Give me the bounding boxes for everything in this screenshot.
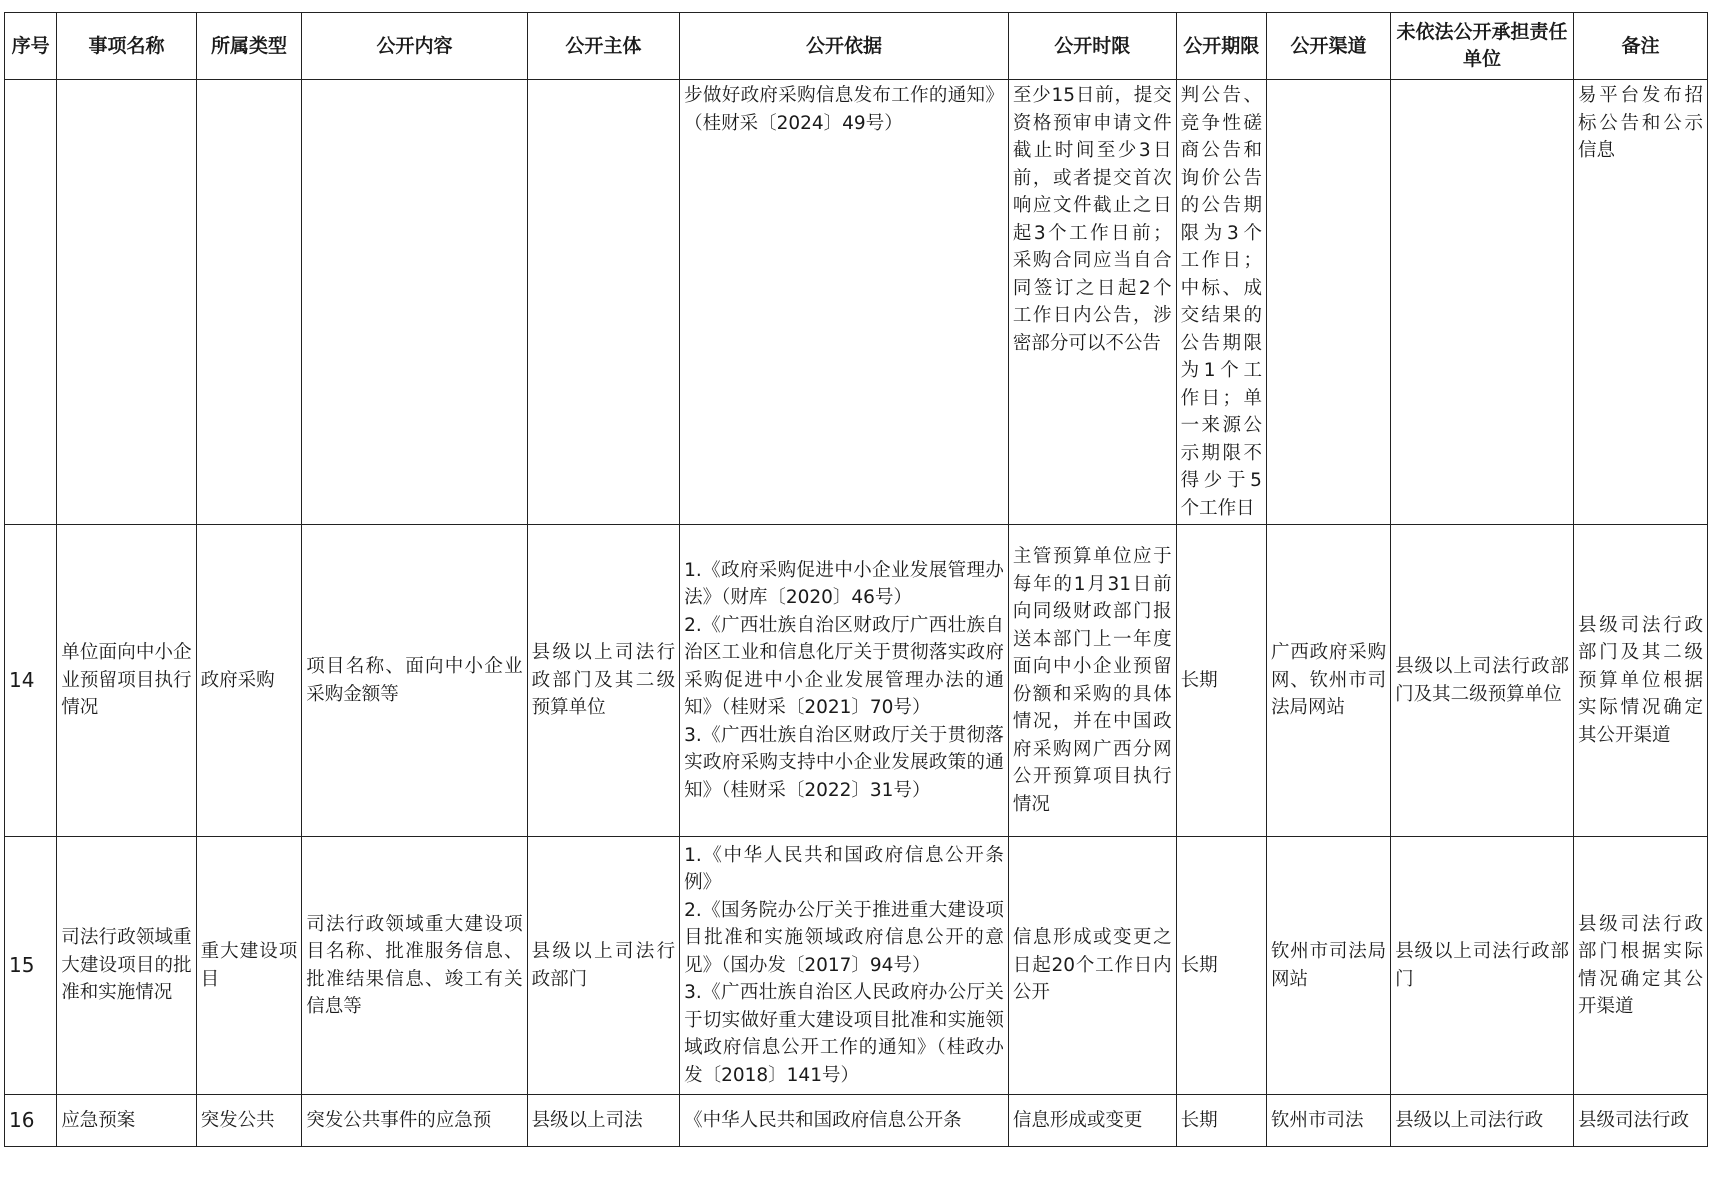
cell-content (302, 80, 527, 525)
cell-seq: 14 (5, 525, 57, 837)
cell-basis (680, 525, 1009, 837)
cell-type: 重大建设项目 (196, 837, 302, 1095)
cell-remark: 县级司法行政 (1574, 1095, 1708, 1147)
cell-content: 项目名称、面向中小企业采购金额等 (302, 525, 527, 837)
cell-seq: 15 (5, 837, 57, 1095)
basis-item-1: 1.《中华人民共和国政府信息公开条例》 (684, 844, 1004, 894)
header-remark: 备注 (1574, 13, 1708, 80)
cell-seq: 16 (5, 1095, 57, 1147)
cell-period: 判公告、竞争性磋商公告和询价公告的公告期限为3个工作日；中标、成交结果的公告期限为1个工作日；单一来源公示期限不得少于5个工作日 (1176, 80, 1266, 525)
cell-content: 司法行政领域重大建设项目名称、批准服务信息、批准结果信息、竣工有关信息等 (302, 837, 527, 1095)
basis-item-2: 2.《广西壮族自治区财政厅广西壮族自治区工业和信息化厅关于贯彻落实政府采购促进中小企业发展管理办法的通知》（桂财采〔2021〕70号） (684, 614, 1004, 719)
cell-basis: 《中华人民共和国政府信息公开条 (680, 1095, 1009, 1147)
cell-subject (527, 80, 679, 525)
cell-type: 突发公共 (196, 1095, 302, 1147)
header-subject: 公开主体 (527, 13, 679, 80)
header-item-name: 事项名称 (57, 13, 196, 80)
cell-period: 长期 (1176, 1095, 1266, 1147)
cell-responsible (1391, 80, 1574, 525)
table-row-15 (5, 837, 1708, 1095)
cell-name: 司法行政领域重大建设项目的批准和实施情况 (57, 837, 196, 1095)
cell-channel: 广西政府采购网、钦州市司法局网站 (1266, 525, 1390, 837)
disclosure-table (4, 12, 1708, 1147)
cell-time-limit: 至少15日前，提交资格预审申请文件截止时间至少3日前，或者提交首次响应文件截止之日起3个工作日前；采购合同应当自合同签订之日起2个工作日内公告，涉密部分可以不公告 (1008, 80, 1176, 525)
cell-responsible: 县级以上司法行政部门 (1391, 837, 1574, 1095)
table-row-continued (5, 80, 1708, 525)
basis-item-2: 2.《国务院办公厅关于推进重大建设项目批准和实施领域政府信息公开的意见》（国办发〔2017〕94号） (684, 899, 1004, 976)
cell-time-limit: 信息形成或变更之日起20个工作日内公开 (1008, 837, 1176, 1095)
cell-name (57, 80, 196, 525)
cell-time-limit: 信息形成或变更 (1008, 1095, 1176, 1147)
cell-period: 长期 (1176, 525, 1266, 837)
header-period: 公开期限 (1176, 13, 1266, 80)
header-responsible: 未依法公开承担责任单位 (1391, 13, 1574, 80)
cell-type (196, 80, 302, 525)
header-content: 公开内容 (302, 13, 527, 80)
basis-item-1: 1.《政府采购促进中小企业发展管理办法》（财库〔2020〕46号） (684, 559, 1004, 609)
cell-subject: 县级以上司法行政部门 (527, 837, 679, 1095)
cell-subject: 县级以上司法 (527, 1095, 679, 1147)
header-basis: 公开依据 (680, 13, 1009, 80)
cell-responsible: 县级以上司法行政部门及其二级预算单位 (1391, 525, 1574, 837)
basis-item-3: 3.《广西壮族自治区人民政府办公厅关于切实做好重大建设项目批准和实施领域政府信息公开工作的通知》（桂政办发〔2018〕141号） (684, 982, 1004, 1086)
cell-type: 政府采购 (196, 525, 302, 837)
header-channel: 公开渠道 (1266, 13, 1390, 80)
cell-seq (5, 80, 57, 525)
cell-basis: 步做好政府采购信息发布工作的通知》（桂财采〔2024〕49号） (680, 80, 1009, 525)
cell-time-limit: 主管预算单位应于每年的1月31日前向同级财政部门报送本部门上一年度面向中小企业预留份额和采购的具体情况，并在中国政府采购网广西分网公开预算项目执行情况 (1008, 525, 1176, 837)
cell-subject: 县级以上司法行政部门及其二级预算单位 (527, 525, 679, 837)
header-row (5, 13, 1708, 80)
table-row-16 (5, 1095, 1708, 1147)
cell-basis (680, 837, 1009, 1095)
header-seq: 序号 (5, 13, 57, 80)
header-time-limit: 公开时限 (1008, 13, 1176, 80)
cell-channel: 钦州市司法局网站 (1266, 837, 1390, 1095)
cell-remark: 易平台发布招标公告和公示信息 (1574, 80, 1708, 525)
cell-responsible: 县级以上司法行政 (1391, 1095, 1574, 1147)
cell-remark: 县级司法行政部门根据实际情况确定其公开渠道 (1574, 837, 1708, 1095)
cell-period: 长期 (1176, 837, 1266, 1095)
cell-name: 应急预案 (57, 1095, 196, 1147)
cell-remark: 县级司法行政部门及其二级预算单位根据实际情况确定其公开渠道 (1574, 525, 1708, 837)
cell-content: 突发公共事件的应急预 (302, 1095, 527, 1147)
cell-name: 单位面向中小企业预留项目执行情况 (57, 525, 196, 837)
basis-item-3: 3.《广西壮族自治区财政厅关于贯彻落实政府采购支持中小企业发展政策的通知》（桂财采〔2022〕31号） (684, 724, 1004, 801)
cell-channel (1266, 80, 1390, 525)
cell-channel: 钦州市司法 (1266, 1095, 1390, 1147)
header-type: 所属类型 (196, 13, 302, 80)
table-row-14 (5, 525, 1708, 837)
